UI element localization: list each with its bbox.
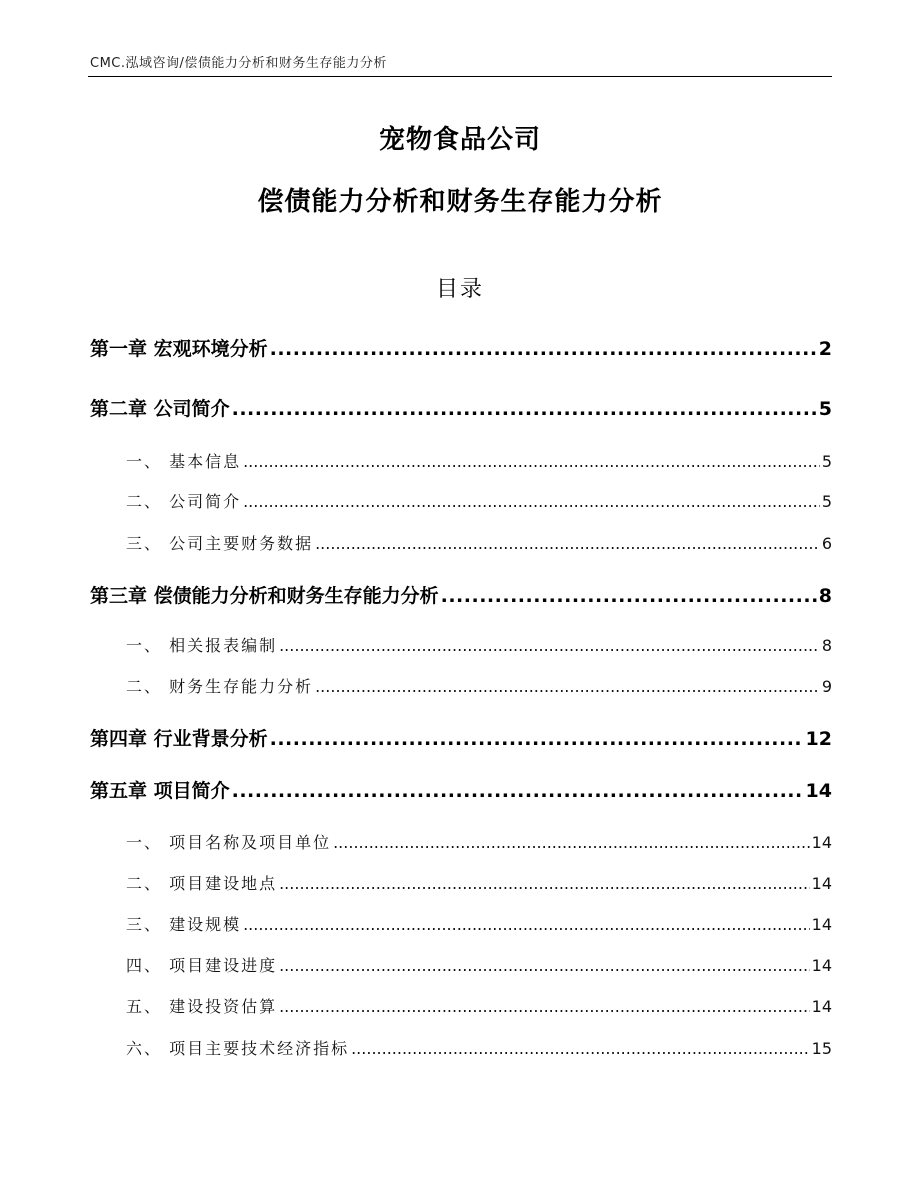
toc-section-entry[interactable] xyxy=(126,1037,832,1061)
toc-chapter-entry[interactable] xyxy=(90,777,832,805)
toc-entry-label: 六、 项目主要技术经济指标 xyxy=(126,1039,350,1058)
toc-leader-dots xyxy=(232,395,817,423)
toc-leader-dots xyxy=(232,777,804,805)
toc-section-entry[interactable] xyxy=(126,532,832,556)
toc-leader-dots xyxy=(351,1037,810,1061)
toc-leader-dots xyxy=(441,582,817,610)
toc-section-entry[interactable] xyxy=(126,913,832,937)
toc-entry-label: 第五章 项目简介 xyxy=(90,780,230,802)
toc-chapter-entry[interactable] xyxy=(90,725,832,753)
toc-entry-page: 8 xyxy=(821,636,832,655)
toc-section-entry[interactable] xyxy=(126,872,832,896)
toc-leader-dots xyxy=(270,725,804,753)
toc-leader-dots xyxy=(279,634,820,658)
toc-entry-label: 第二章 公司简介 xyxy=(90,398,230,420)
toc-entry-label: 三、 公司主要财务数据 xyxy=(126,534,314,553)
toc-entry-page: 2 xyxy=(818,338,832,360)
toc-leader-dots xyxy=(243,913,810,937)
toc-entry-label: 第一章 宏观环境分析 xyxy=(90,338,268,360)
toc-leader-dots xyxy=(279,872,810,896)
toc-entry-label: 二、 项目建设地点 xyxy=(126,874,278,893)
toc-entry-page: 5 xyxy=(821,492,832,511)
toc-section-entry[interactable] xyxy=(126,954,832,978)
toc-leader-dots xyxy=(315,675,820,699)
running-header: CMC.泓域咨询/偿债能力分析和财务生存能力分析 xyxy=(90,56,387,71)
toc-leader-dots xyxy=(315,532,820,556)
toc-leader-dots xyxy=(279,954,810,978)
toc-entry-page: 5 xyxy=(818,398,832,420)
toc-entry-label: 二、 财务生存能力分析 xyxy=(126,677,314,696)
toc-section-entry[interactable] xyxy=(126,634,832,658)
toc-entry-label: 四、 项目建设进度 xyxy=(126,956,278,975)
toc-entry-page: 9 xyxy=(821,677,832,696)
toc-chapter-entry[interactable] xyxy=(90,395,832,423)
toc-chapter-entry[interactable] xyxy=(90,335,832,363)
toc-section-entry[interactable] xyxy=(126,450,832,474)
toc-entry-page: 14 xyxy=(811,915,832,934)
toc-entry-label: 一、 相关报表编制 xyxy=(126,636,278,655)
toc-entry-label: 一、 项目名称及项目单位 xyxy=(126,833,332,852)
toc-entry-page: 5 xyxy=(821,452,832,471)
toc-entry-page: 14 xyxy=(811,874,832,893)
toc-entry-label: 第四章 行业背景分析 xyxy=(90,728,268,750)
toc-entry-page: 6 xyxy=(821,534,832,553)
toc-leader-dots xyxy=(243,490,820,514)
toc-entry-label: 第三章 偿债能力分析和财务生存能力分析 xyxy=(90,585,439,607)
toc-entry-label: 五、 建设投资估算 xyxy=(126,997,278,1016)
toc-entry-page: 14 xyxy=(811,997,832,1016)
toc-section-entry[interactable] xyxy=(126,675,832,699)
toc-entry-page: 14 xyxy=(805,780,832,802)
toc-entry-label: 二、 公司简介 xyxy=(126,492,242,511)
document-title: 偿债能力分析和财务生存能力分析 xyxy=(257,187,663,217)
company-title: 宠物食品公司 xyxy=(378,125,541,155)
toc-section-entry[interactable] xyxy=(126,490,832,514)
toc-leader-dots xyxy=(243,450,820,474)
toc-entry-page: 14 xyxy=(811,833,832,852)
toc-section-entry[interactable] xyxy=(126,995,832,1019)
toc-section-entry[interactable] xyxy=(126,831,832,855)
toc-entry-page: 8 xyxy=(818,585,832,607)
toc-entry-page: 12 xyxy=(805,728,832,750)
header-divider xyxy=(88,76,832,77)
toc-leader-dots xyxy=(333,831,810,855)
toc-heading: 目录 xyxy=(435,277,484,302)
toc-leader-dots xyxy=(270,335,817,363)
toc-entry-page: 15 xyxy=(811,1039,832,1058)
toc-leader-dots xyxy=(279,995,810,1019)
toc-entry-page: 14 xyxy=(811,956,832,975)
toc-entry-label: 三、 建设规模 xyxy=(126,915,242,934)
toc-entry-label: 一、 基本信息 xyxy=(126,452,242,471)
toc-chapter-entry[interactable] xyxy=(90,582,832,610)
